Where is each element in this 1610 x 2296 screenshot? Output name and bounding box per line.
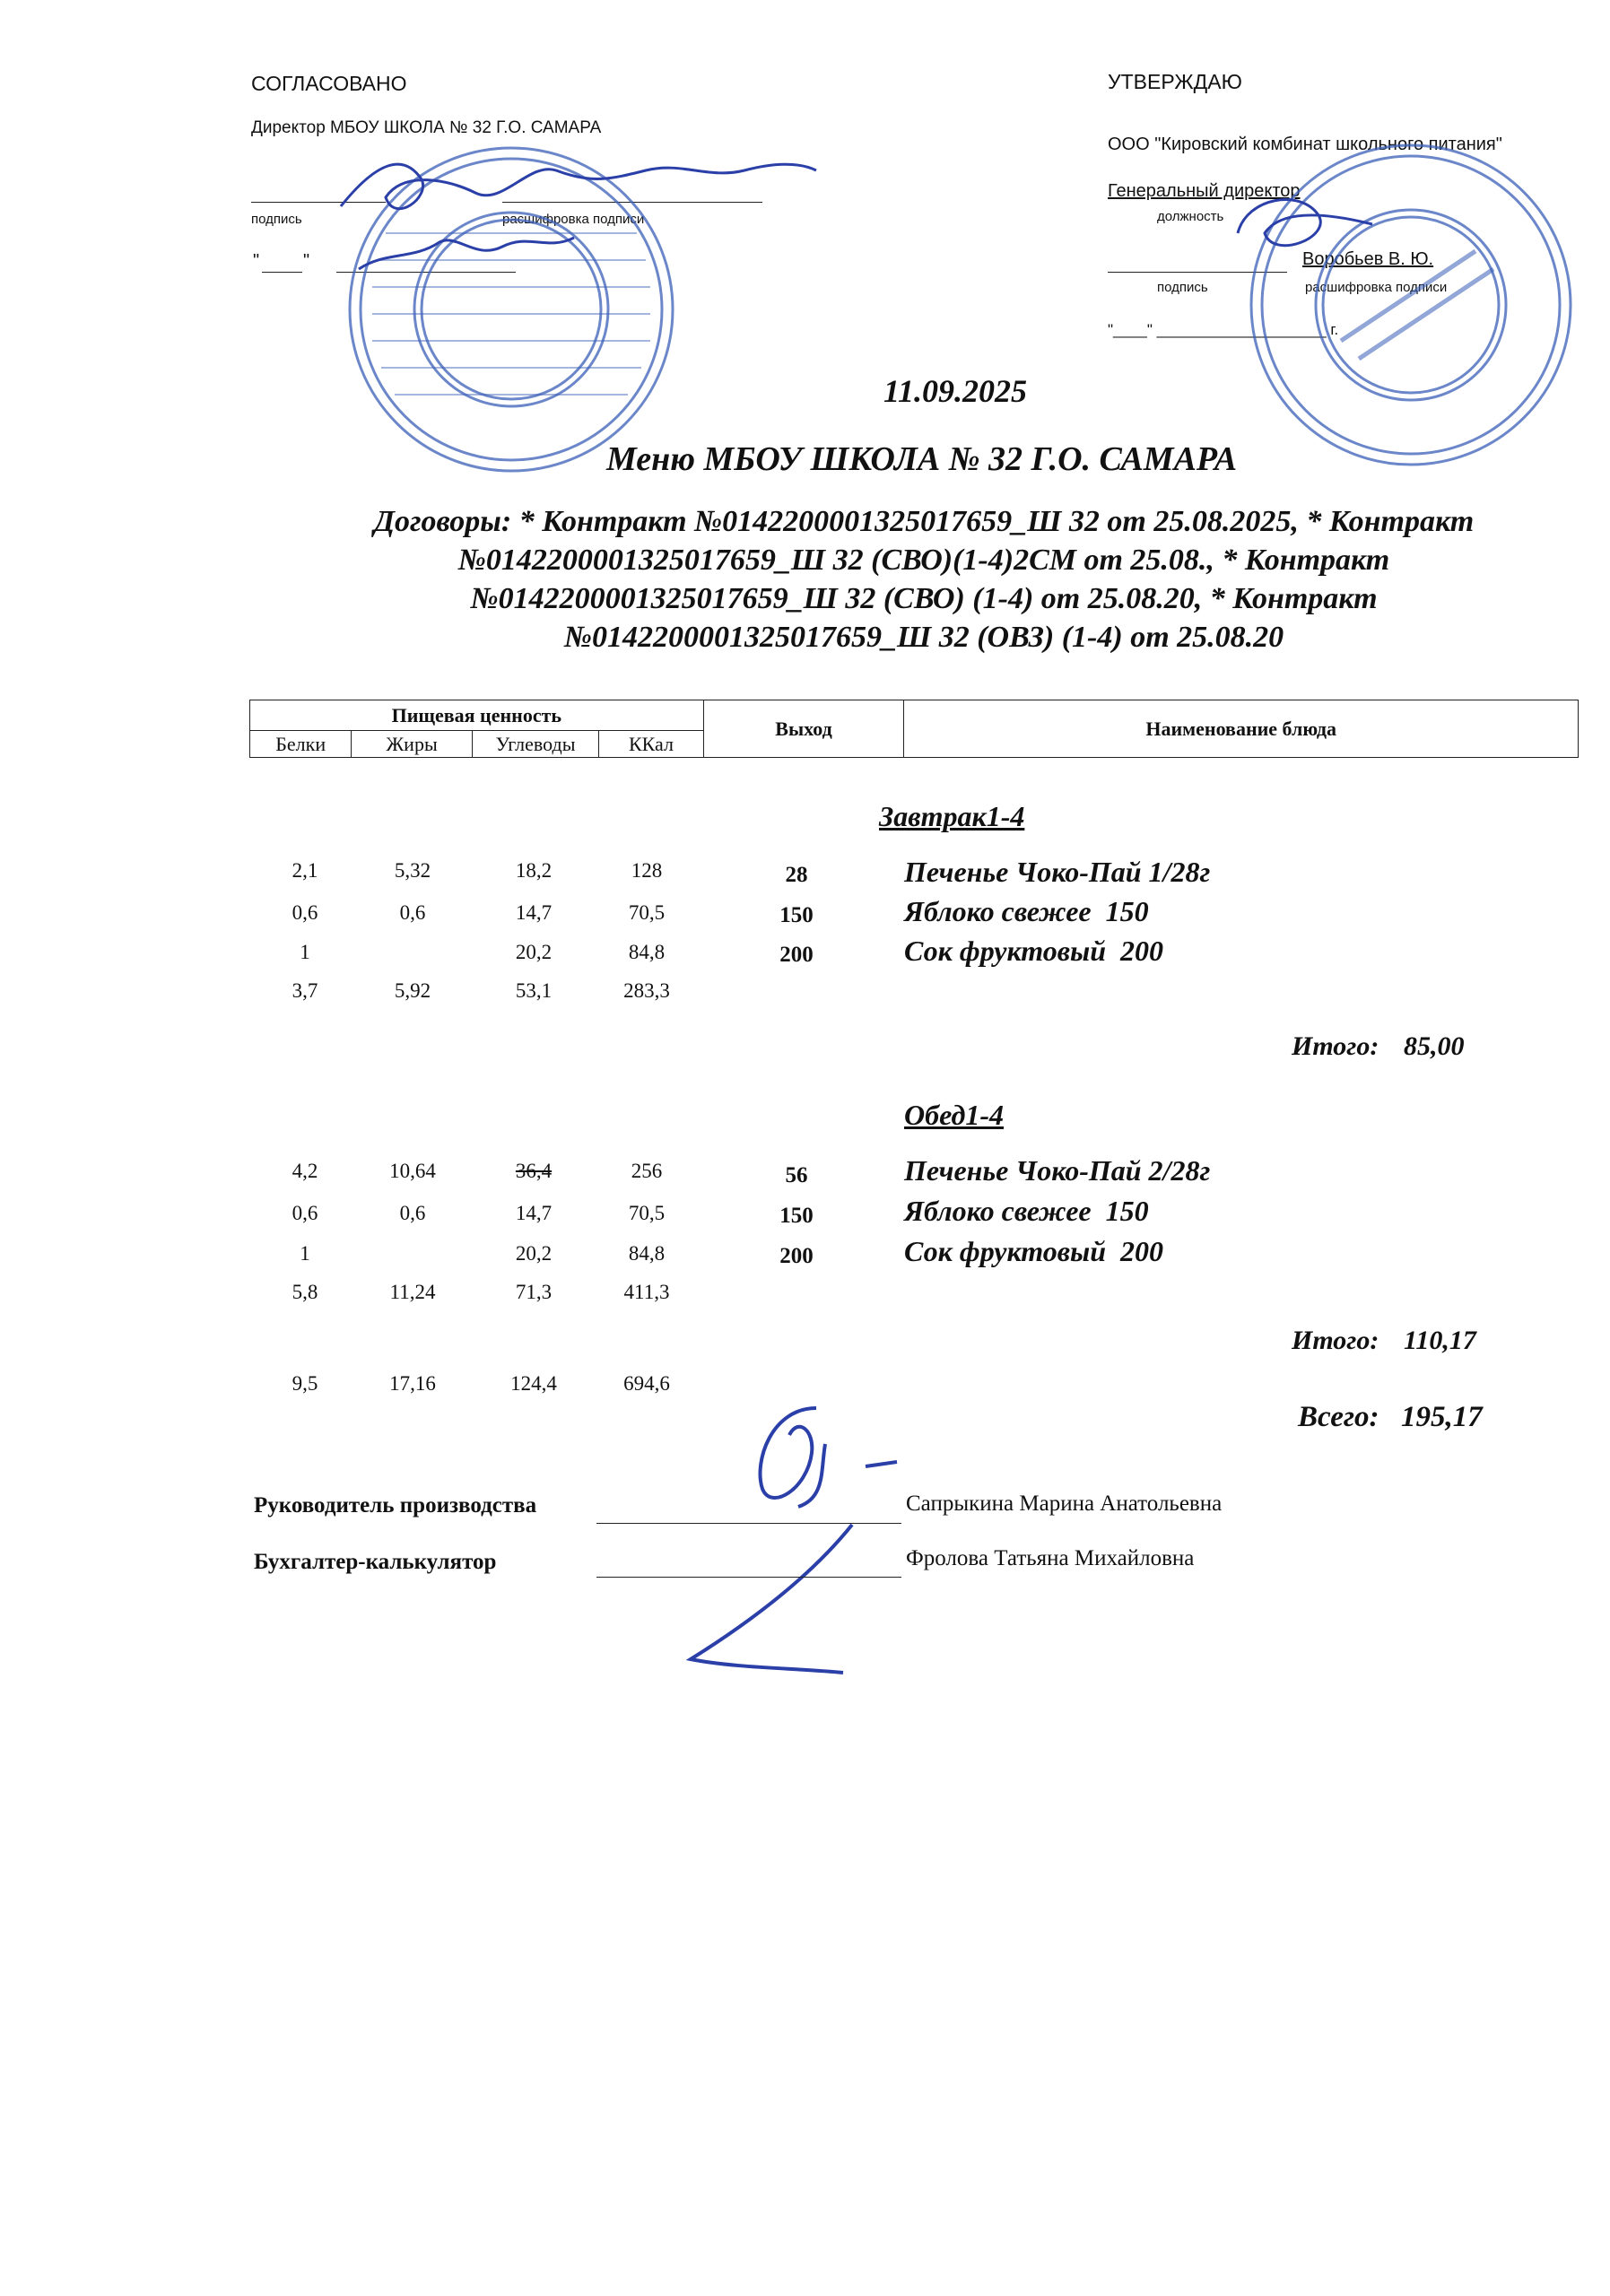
menu-table-header <box>249 700 1579 758</box>
breakfast-row-3-yield: 200 <box>779 943 814 967</box>
production-role: Руководитель производства <box>254 1493 537 1518</box>
left-date-quote-close: " <box>303 251 310 271</box>
lunch-row-3-yield: 200 <box>779 1244 814 1268</box>
right-signer-name: Воробьев В. Ю. <box>1302 249 1434 269</box>
left-date-quote-open: " <box>253 251 260 271</box>
breakfast-total-label: Итого: <box>1292 1031 1379 1061</box>
breakfast-row-1-protein: 2,1 <box>292 859 318 882</box>
carbs-header: Углеводы <box>472 731 598 758</box>
menu-date: 11.09.2025 <box>883 373 1028 409</box>
right-caption-position: должность <box>1157 209 1224 224</box>
lunch-row-1-fat: 10,64 <box>389 1160 436 1182</box>
lunch-row-3-protein: 1 <box>300 1242 310 1265</box>
kcal-header: ККал <box>599 731 703 758</box>
accountant-name: Фролова Татьяна Михайловна <box>906 1546 1195 1570</box>
lunch-row-2-fat: 0,6 <box>399 1202 426 1224</box>
breakfast-row-3-dish: Сок фруктовый 200 <box>904 935 1164 967</box>
breakfast-row-2-dish: Яблоко свежее 150 <box>904 895 1149 927</box>
accountant-role: Бухгалтер-калькулятор <box>254 1550 497 1574</box>
lunch-row-1-protein: 4,2 <box>292 1160 318 1182</box>
lunch-sum-fat: 11,24 <box>389 1281 436 1303</box>
general-director-handwritten-signature <box>1220 179 1390 287</box>
lunch-total-label: Итого: <box>1292 1326 1379 1355</box>
breakfast-section-title: Завтрак1-4 <box>879 800 1025 832</box>
contract-line: №0142200001325017659_Ш 32 (СВО)(1-4)2СМ от 25.08., * Контракт <box>457 544 1390 577</box>
protein-header: Белки <box>250 731 352 758</box>
right-date-line: "____" ____________________ г. <box>1108 321 1339 338</box>
left-caption-decoding: расшифровка подписи <box>502 212 645 227</box>
fat-header: Жиры <box>352 731 472 758</box>
lunch-total-value: 110,17 <box>1404 1326 1476 1355</box>
breakfast-row-2-kcal: 70,5 <box>628 901 666 924</box>
breakfast-sum-kcal: 283,3 <box>623 979 670 1002</box>
contract-line: №0142200001325017659_Ш 32 (СВО) (1-4) от 25.08.20, * Контракт <box>470 582 1378 615</box>
lunch-row-2-yield: 150 <box>779 1204 814 1228</box>
lunch-row-2-kcal: 70,5 <box>628 1202 666 1224</box>
lunch-row-1-kcal: 256 <box>631 1160 663 1182</box>
lunch-row-1-dish: Печенье Чоко-Пай 2/28г <box>904 1154 1211 1187</box>
breakfast-row-2-protein: 0,6 <box>292 901 318 924</box>
approval-right-org: ООО "Кировский комбинат школьного питания" <box>1108 135 1502 154</box>
accountant-signature-line <box>596 1577 901 1578</box>
breakfast-row-3-protein: 1 <box>300 941 310 963</box>
breakfast-row-3-carbs: 20,2 <box>515 941 553 963</box>
lunch-row-2-protein: 0,6 <box>292 1202 318 1224</box>
breakfast-row-1-kcal: 128 <box>631 859 663 882</box>
production-signature-line <box>596 1523 901 1524</box>
left-caption-signature: подпись <box>251 212 302 227</box>
approval-right-heading: УТВЕРЖДАЮ <box>1108 70 1242 93</box>
lunch-sum-carbs: 71,3 <box>515 1281 553 1303</box>
production-handwritten-signature <box>664 1390 933 1695</box>
breakfast-row-2-fat: 0,6 <box>399 901 426 924</box>
lunch-row-3-kcal: 84,8 <box>628 1242 666 1265</box>
lunch-row-2-dish: Яблоко свежее 150 <box>904 1195 1149 1227</box>
grand-total-value: 195,17 <box>1401 1401 1483 1433</box>
breakfast-row-1-carbs: 18,2 <box>515 859 553 882</box>
lunch-row-2-carbs: 14,7 <box>515 1202 553 1224</box>
lunch-sum-protein: 5,8 <box>292 1281 318 1303</box>
grand-kcal: 694,6 <box>623 1372 670 1395</box>
left-date-day-line <box>262 272 302 273</box>
breakfast-sum-fat: 5,92 <box>394 979 431 1002</box>
approval-right-position: Генеральный директор <box>1108 181 1301 201</box>
contract-line: Договоры: * Контракт №0142200001325017659_Ш 32 от 25.08.2025, * Контракт <box>373 505 1475 538</box>
breakfast-row-3-kcal: 84,8 <box>628 941 666 963</box>
breakfast-sum-carbs: 53,1 <box>515 979 553 1002</box>
breakfast-row-2-yield: 150 <box>779 903 814 927</box>
contracts-list <box>260 502 1588 657</box>
approval-left-heading: СОГЛАСОВАНО <box>251 72 407 95</box>
yield-header: Выход <box>703 700 904 758</box>
lunch-row-3-dish: Сок фруктовый 200 <box>904 1235 1164 1267</box>
lunch-section-title: Обед1-4 <box>904 1099 1005 1131</box>
grand-fat: 17,16 <box>389 1372 436 1395</box>
breakfast-row-1-yield: 28 <box>785 863 808 887</box>
contract-line: №0142200001325017659_Ш 32 (ОВЗ) (1-4) от 25.08.20 <box>563 621 1284 654</box>
director-handwritten-signature <box>323 144 825 296</box>
breakfast-row-1-fat: 5,32 <box>394 859 431 882</box>
grand-carbs: 124,4 <box>510 1372 557 1395</box>
breakfast-row-2-carbs: 14,7 <box>515 901 553 924</box>
approval-left-position: Директор МБОУ ШКОЛА № 32 Г.О. САМАРА <box>251 118 602 137</box>
breakfast-total-value: 85,00 <box>1404 1031 1465 1061</box>
breakfast-row-1-dish: Печенье Чоко-Пай 1/28г <box>904 856 1211 888</box>
lunch-sum-kcal: 411,3 <box>623 1281 670 1303</box>
grand-protein: 9,5 <box>292 1372 318 1395</box>
dish-header: Наименование блюда <box>904 700 1579 758</box>
lunch-row-1-carbs: 36,4 <box>515 1160 553 1182</box>
right-caption-signature: подпись <box>1157 280 1208 295</box>
lunch-row-3-carbs: 20,2 <box>515 1242 553 1265</box>
lunch-row-1-yield: 56 <box>785 1163 808 1187</box>
menu-title: Меню МБОУ ШКОЛА № 32 Г.О. САМАРА <box>606 440 1238 478</box>
nutrition-header: Пищевая ценность <box>250 700 704 731</box>
right-caption-decoding: расшифровка подписи <box>1305 280 1448 295</box>
grand-total-label: Всего: <box>1298 1401 1379 1433</box>
production-name: Сапрыкина Марина Анатольевна <box>906 1492 1223 1516</box>
breakfast-sum-protein: 3,7 <box>292 979 318 1002</box>
